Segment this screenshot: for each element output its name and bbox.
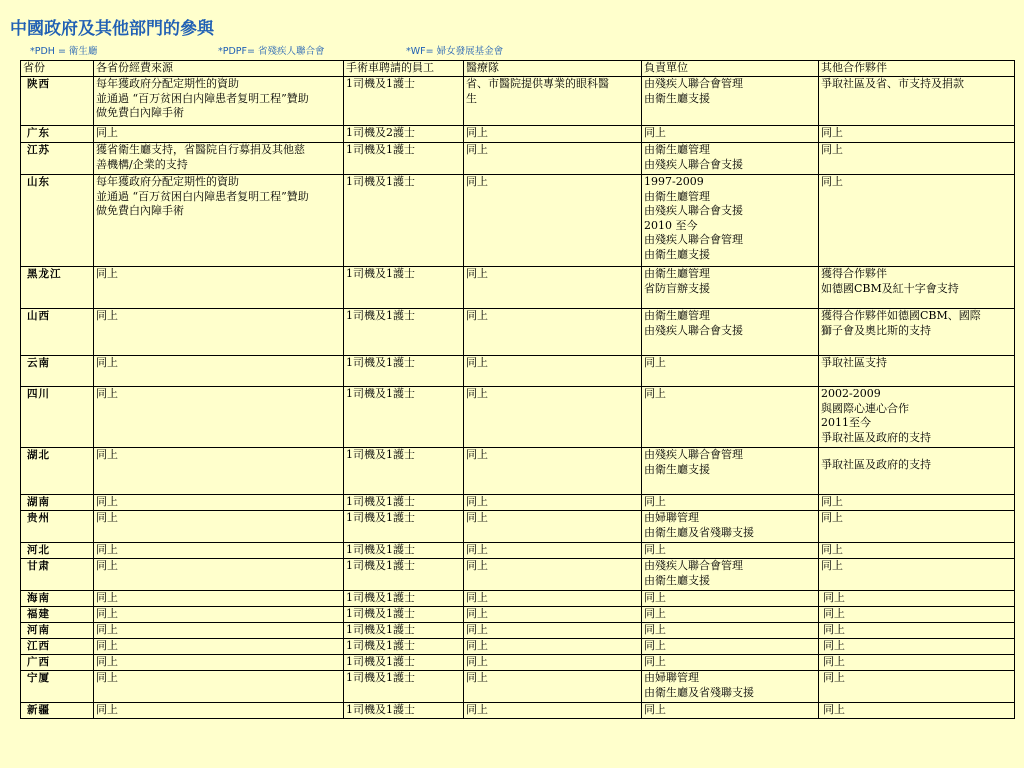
province-cell: 新疆 xyxy=(21,703,94,719)
staff-cell: 1司機及1護士 xyxy=(344,559,464,591)
staff-cell: 1司機及1護士 xyxy=(344,387,464,448)
staff-cell: 1司機及1護士 xyxy=(344,77,464,126)
staff-cell: 1司機及1護士 xyxy=(344,543,464,559)
table-row xyxy=(21,495,1015,511)
responsible-unit-cell xyxy=(642,655,819,671)
partners-cell xyxy=(819,671,1015,703)
province-cell: 福建 xyxy=(21,607,94,623)
responsible-unit-cell-line: 由婦聯管理 xyxy=(644,671,699,684)
province-cell: 广东 xyxy=(21,126,94,143)
funding-cell-line: 同上 xyxy=(96,623,118,636)
funding-cell xyxy=(94,511,344,543)
partners-cell-line: 同上 xyxy=(823,591,845,604)
funding-cell-line: 善機構/企業的支持 xyxy=(96,157,188,171)
partners-cell xyxy=(819,495,1015,511)
partners-cell-line: 同上 xyxy=(823,623,845,636)
funding-cell xyxy=(94,175,344,267)
partners-cell-line: 同上 xyxy=(821,175,843,188)
partners-cell xyxy=(819,543,1015,559)
responsible-unit-cell xyxy=(642,309,819,356)
responsible-unit-cell xyxy=(642,511,819,543)
funding-cell-line: 同上 xyxy=(96,559,118,572)
responsible-unit-cell xyxy=(642,543,819,559)
responsible-unit-cell-line: 1997-2009 xyxy=(644,175,704,188)
header-medical-team: 醫療隊 xyxy=(464,61,642,77)
funding-cell-line: 同上 xyxy=(96,703,118,716)
province-cell: 宁厦 xyxy=(21,671,94,703)
medical-team-cell-line: 同上 xyxy=(466,267,488,280)
header-province: 省份 xyxy=(21,61,94,77)
legend-pdpf: *PDPF= 省殘疾人聯合會 xyxy=(218,46,325,57)
medical-team-cell-line: 生 xyxy=(466,91,477,105)
partners-cell-line: 如德國CBM及紅十字會支持 xyxy=(821,281,959,295)
staff-cell: 1司機及1護士 xyxy=(344,356,464,387)
province-cell: 广西 xyxy=(21,655,94,671)
funding-cell-line: 獲省衛生廳支持，省醫院自行募捐及其他慈 xyxy=(96,143,305,156)
responsible-unit-cell xyxy=(642,495,819,511)
partners-cell-line: 2002-2009 xyxy=(821,387,881,400)
partners-cell xyxy=(819,387,1015,448)
responsible-unit-cell-line: 由衛生廳管理 xyxy=(644,309,710,322)
participation-table xyxy=(20,60,1015,719)
partners-cell xyxy=(819,655,1015,671)
responsible-unit-cell xyxy=(642,559,819,591)
responsible-unit-cell-line: 同上 xyxy=(644,623,666,636)
funding-cell-line: 同上 xyxy=(96,655,118,668)
partners-cell-line: 獅子會及奧比斯的支持 xyxy=(821,323,931,337)
medical-team-cell xyxy=(464,623,642,639)
medical-team-cell-line: 同上 xyxy=(466,591,488,604)
header-partners: 其他合作夥伴 xyxy=(819,61,1015,77)
staff-cell: 1司機及1護士 xyxy=(344,309,464,356)
funding-cell xyxy=(94,143,344,175)
table-row xyxy=(21,387,1015,448)
staff-cell: 1司機及1護士 xyxy=(344,511,464,543)
responsible-unit-cell xyxy=(642,591,819,607)
province-cell: 山东 xyxy=(21,175,94,267)
responsible-unit-cell-line: 由殘疾人聯合會管理 xyxy=(644,77,743,90)
medical-team-cell-line: 同上 xyxy=(466,309,488,322)
staff-cell: 1司機及1護士 xyxy=(344,267,464,309)
funding-cell xyxy=(94,639,344,655)
partners-cell xyxy=(819,126,1015,143)
province-cell: 云南 xyxy=(21,356,94,387)
funding-cell xyxy=(94,671,344,703)
funding-cell xyxy=(94,607,344,623)
partners-cell-line: 爭取社區及政府的支持 xyxy=(821,430,931,444)
funding-cell xyxy=(94,267,344,309)
table-row xyxy=(21,77,1015,126)
header-staff: 手術車聘請的員工 xyxy=(344,61,464,77)
staff-cell: 1司機及1護士 xyxy=(344,591,464,607)
funding-cell xyxy=(94,77,344,126)
responsible-unit-cell xyxy=(642,126,819,143)
table-row xyxy=(21,655,1015,671)
funding-cell-line: 同上 xyxy=(96,591,118,604)
responsible-unit-cell-line: 同上 xyxy=(644,126,666,139)
responsible-unit-cell-line: 由殘疾人聯合會支援 xyxy=(644,157,743,171)
responsible-unit-cell-line: 由衛生廳支援 xyxy=(644,573,710,587)
responsible-unit-cell-line: 同上 xyxy=(644,655,666,668)
partners-cell-line: 爭取社區及省、市支持及捐款 xyxy=(821,77,964,90)
province-cell: 甘肃 xyxy=(21,559,94,591)
table-row xyxy=(21,671,1015,703)
medical-team-cell-line: 同上 xyxy=(466,623,488,636)
medical-team-cell-line: 同上 xyxy=(466,448,488,461)
funding-cell xyxy=(94,559,344,591)
page-title: 中國政府及其他部門的參與 xyxy=(10,19,214,39)
partners-cell-line: 爭取社區支持 xyxy=(821,356,887,369)
funding-cell-line: 每年獲政府分配定期性的資助 xyxy=(96,175,239,188)
responsible-unit-cell-line: 由衛生廳管理 xyxy=(644,143,710,156)
funding-cell xyxy=(94,126,344,143)
funding-cell-line: 做免費白內障手術 xyxy=(96,106,184,119)
province-cell: 陕西 xyxy=(21,77,94,126)
medical-team-cell xyxy=(464,356,642,387)
medical-team-cell xyxy=(464,267,642,309)
province-cell: 黑龙江 xyxy=(21,267,94,309)
funding-cell-line: 同上 xyxy=(96,495,118,508)
partners-cell xyxy=(819,77,1015,126)
responsible-unit-cell-line: 同上 xyxy=(644,639,666,652)
medical-team-cell xyxy=(464,543,642,559)
province-cell: 湖北 xyxy=(21,448,94,495)
partners-cell-line: 同上 xyxy=(823,655,845,668)
table-row xyxy=(21,639,1015,655)
province-cell: 海南 xyxy=(21,591,94,607)
partners-cell xyxy=(819,309,1015,356)
medical-team-cell-line: 同上 xyxy=(466,671,488,684)
funding-cell xyxy=(94,387,344,448)
medical-team-cell xyxy=(464,77,642,126)
responsible-unit-cell xyxy=(642,77,819,126)
partners-cell xyxy=(819,623,1015,639)
responsible-unit-cell xyxy=(642,607,819,623)
legend-pdh: *PDH = 衛生廳 xyxy=(30,46,98,57)
funding-cell xyxy=(94,591,344,607)
table-row xyxy=(21,309,1015,356)
funding-cell-line: 同上 xyxy=(96,387,118,400)
funding-cell-line: 同上 xyxy=(96,607,118,620)
responsible-unit-cell-line: 同上 xyxy=(644,703,666,716)
table-row xyxy=(21,623,1015,639)
partners-cell-line: 爭取社區及政府的支持 xyxy=(821,458,931,471)
funding-cell xyxy=(94,309,344,356)
partners-cell-line: 同上 xyxy=(821,495,843,508)
medical-team-cell-line: 同上 xyxy=(466,126,488,139)
funding-cell-line: 同上 xyxy=(96,267,118,280)
responsible-unit-cell xyxy=(642,448,819,495)
responsible-unit-cell-line: 同上 xyxy=(644,356,666,369)
medical-team-cell-line: 同上 xyxy=(466,495,488,508)
partners-cell xyxy=(819,559,1015,591)
responsible-unit-cell-line: 由殘疾人聯合會支援 xyxy=(644,323,743,337)
province-cell: 山西 xyxy=(21,309,94,356)
medical-team-cell xyxy=(464,559,642,591)
medical-team-cell xyxy=(464,309,642,356)
table-row xyxy=(21,267,1015,309)
medical-team-cell xyxy=(464,655,642,671)
table-header-row xyxy=(21,61,1015,77)
table-row xyxy=(21,559,1015,591)
medical-team-cell-line: 同上 xyxy=(466,543,488,556)
responsible-unit-cell xyxy=(642,356,819,387)
funding-cell xyxy=(94,543,344,559)
table-row xyxy=(21,511,1015,543)
province-cell: 贵州 xyxy=(21,511,94,543)
staff-cell: 1司機及1護士 xyxy=(344,143,464,175)
responsible-unit-cell-line: 由衛生廳支援 xyxy=(644,462,710,476)
responsible-unit-cell-line: 同上 xyxy=(644,543,666,556)
partners-cell xyxy=(819,143,1015,175)
table-row xyxy=(21,591,1015,607)
medical-team-cell-line: 同上 xyxy=(466,655,488,668)
partners-cell-line: 獲得合作夥伴如德國CBM、國際 xyxy=(821,309,981,322)
medical-team-cell-line: 同上 xyxy=(466,387,488,400)
table-row xyxy=(21,703,1015,719)
responsible-unit-cell xyxy=(642,175,819,267)
responsible-unit-cell xyxy=(642,143,819,175)
table-row xyxy=(21,175,1015,267)
funding-cell xyxy=(94,356,344,387)
partners-cell-line: 與國際心連心合作 xyxy=(821,401,909,415)
province-cell: 江苏 xyxy=(21,143,94,175)
partners-cell-line: 同上 xyxy=(821,511,843,524)
medical-team-cell xyxy=(464,607,642,623)
staff-cell: 1司機及1護士 xyxy=(344,623,464,639)
responsible-unit-cell-line: 由衛生廳支援 xyxy=(644,247,710,261)
responsible-unit-cell-line: 同上 xyxy=(644,495,666,508)
table-row xyxy=(21,356,1015,387)
staff-cell: 1司機及1護士 xyxy=(344,607,464,623)
staff-cell: 1司機及1護士 xyxy=(344,703,464,719)
table-row xyxy=(21,143,1015,175)
responsible-unit-cell-line: 由殘疾人聯合會管理 xyxy=(644,448,743,461)
medical-team-cell xyxy=(464,448,642,495)
funding-cell-line: 並通過 “百万贫困白内障患者复明工程”贊助 xyxy=(96,91,309,105)
funding-cell-line: 每年獲政府分配定期性的資助 xyxy=(96,77,239,90)
medical-team-cell-line: 省、市醫院提供專業的眼科醫 xyxy=(466,77,609,90)
medical-team-cell xyxy=(464,511,642,543)
partners-cell xyxy=(819,267,1015,309)
medical-team-cell xyxy=(464,639,642,655)
staff-cell: 1司機及1護士 xyxy=(344,448,464,495)
funding-cell-line: 並通過 “百万贫困白内障患者复明工程”贊助 xyxy=(96,189,309,203)
table-row xyxy=(21,543,1015,559)
staff-cell: 1司機及1護士 xyxy=(344,639,464,655)
partners-cell-line: 同上 xyxy=(821,126,843,139)
responsible-unit-cell-line: 由衛生廳管理 xyxy=(644,189,710,203)
medical-team-cell-line: 同上 xyxy=(466,511,488,524)
responsible-unit-cell-line: 同上 xyxy=(644,591,666,604)
medical-team-cell xyxy=(464,387,642,448)
responsible-unit-cell xyxy=(642,623,819,639)
responsible-unit-cell xyxy=(642,639,819,655)
medical-team-cell xyxy=(464,703,642,719)
funding-cell xyxy=(94,703,344,719)
responsible-unit-cell-line: 省防盲辦支援 xyxy=(644,281,710,295)
responsible-unit-cell-line: 由衛生廳及省殘聯支援 xyxy=(644,525,754,539)
table-row xyxy=(21,448,1015,495)
table-row xyxy=(21,607,1015,623)
responsible-unit-cell-line: 2010 至今 xyxy=(644,218,698,232)
partners-cell-line: 同上 xyxy=(823,703,845,716)
partners-cell xyxy=(819,448,1015,495)
funding-cell-line: 同上 xyxy=(96,639,118,652)
partners-cell xyxy=(819,639,1015,655)
province-cell: 江西 xyxy=(21,639,94,655)
responsible-unit-cell-line: 由衛生廳及省殘聯支援 xyxy=(644,685,754,699)
funding-cell-line: 同上 xyxy=(96,356,118,369)
medical-team-cell xyxy=(464,495,642,511)
medical-team-cell-line: 同上 xyxy=(466,559,488,572)
funding-cell xyxy=(94,655,344,671)
partners-cell-line: 同上 xyxy=(821,559,843,572)
funding-cell-line: 同上 xyxy=(96,448,118,461)
medical-team-cell xyxy=(464,591,642,607)
responsible-unit-cell-line: 同上 xyxy=(644,607,666,620)
partners-cell xyxy=(819,607,1015,623)
responsible-unit-cell xyxy=(642,703,819,719)
medical-team-cell xyxy=(464,143,642,175)
province-cell: 湖南 xyxy=(21,495,94,511)
funding-cell-line: 同上 xyxy=(96,309,118,322)
funding-cell-line: 同上 xyxy=(96,126,118,139)
medical-team-cell xyxy=(464,671,642,703)
medical-team-cell-line: 同上 xyxy=(466,143,488,156)
medical-team-cell xyxy=(464,126,642,143)
partners-cell-line: 同上 xyxy=(823,639,845,652)
medical-team-cell-line: 同上 xyxy=(466,607,488,620)
partners-cell-line: 同上 xyxy=(823,671,845,684)
funding-cell-line: 同上 xyxy=(96,671,118,684)
staff-cell: 1司機及1護士 xyxy=(344,655,464,671)
header-funding: 各省份經費來源 xyxy=(94,61,344,77)
medical-team-cell-line: 同上 xyxy=(466,175,488,188)
province-cell: 四川 xyxy=(21,387,94,448)
funding-cell-line: 同上 xyxy=(96,511,118,524)
table-row xyxy=(21,126,1015,143)
responsible-unit-cell-line: 由殘疾人聯合會管理 xyxy=(644,559,743,572)
medical-team-cell-line: 同上 xyxy=(466,639,488,652)
medical-team-cell xyxy=(464,175,642,267)
partners-cell xyxy=(819,356,1015,387)
responsible-unit-cell-line: 由婦聯管理 xyxy=(644,511,699,524)
staff-cell: 1司機及1護士 xyxy=(344,175,464,267)
medical-team-cell-line: 同上 xyxy=(466,703,488,716)
province-cell: 河南 xyxy=(21,623,94,639)
partners-cell xyxy=(819,175,1015,267)
partners-cell-line: 同上 xyxy=(821,543,843,556)
responsible-unit-cell-line: 同上 xyxy=(644,387,666,400)
responsible-unit-cell-line: 由衛生廳支援 xyxy=(644,91,710,105)
header-responsible-unit: 負責單位 xyxy=(642,61,819,77)
funding-cell xyxy=(94,495,344,511)
responsible-unit-cell xyxy=(642,671,819,703)
legend-wf: *WF= 婦女發展基金會 xyxy=(406,46,504,57)
partners-cell-line: 同上 xyxy=(823,607,845,620)
funding-cell-line: 同上 xyxy=(96,543,118,556)
partners-cell xyxy=(819,703,1015,719)
partners-cell xyxy=(819,591,1015,607)
medical-team-cell-line: 同上 xyxy=(466,356,488,369)
funding-cell xyxy=(94,448,344,495)
staff-cell: 1司機及2護士 xyxy=(344,126,464,143)
responsible-unit-cell-line: 由殘疾人聯合會支援 xyxy=(644,204,743,217)
province-cell: 河北 xyxy=(21,543,94,559)
funding-cell xyxy=(94,623,344,639)
responsible-unit-cell-line: 由衛生廳管理 xyxy=(644,267,710,280)
partners-cell-line: 同上 xyxy=(821,143,843,156)
funding-cell-line: 做免費白內障手術 xyxy=(96,204,184,217)
partners-cell xyxy=(819,511,1015,543)
responsible-unit-cell xyxy=(642,267,819,309)
staff-cell: 1司機及1護士 xyxy=(344,671,464,703)
partners-cell-line: 獲得合作夥伴 xyxy=(821,267,887,280)
partners-cell-line: 2011至今 xyxy=(821,416,871,429)
responsible-unit-cell-line: 由殘疾人聯合會管理 xyxy=(644,233,743,246)
responsible-unit-cell xyxy=(642,387,819,448)
staff-cell: 1司機及1護士 xyxy=(344,495,464,511)
